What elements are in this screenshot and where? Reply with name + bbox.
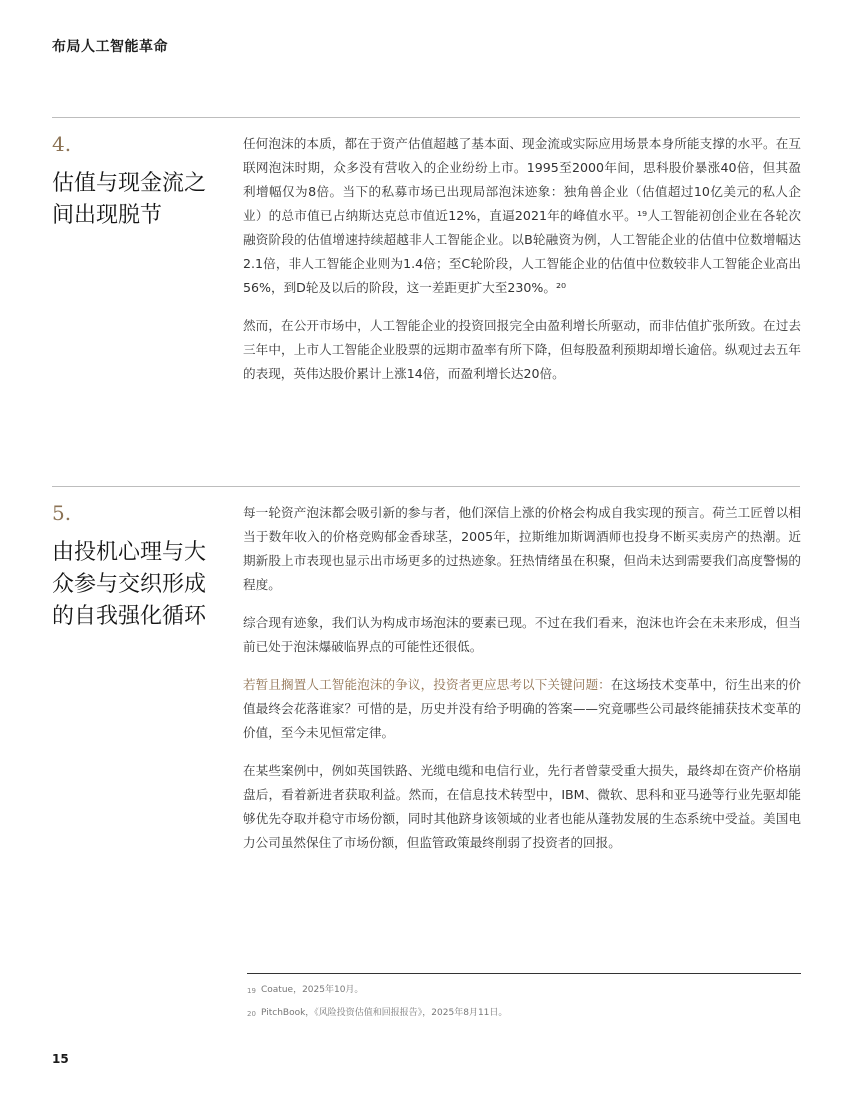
footnotes [247,973,801,1020]
running-title: 布局人工智能革命 [52,39,168,55]
section-body [243,132,801,400]
footnote-number: 19 [247,987,256,995]
section-number: 4. [52,132,72,156]
section-5 [52,486,800,937]
footnote-text: PitchBook，《风险投资估值和回报报告》，2025年8月11日。 [261,1008,508,1018]
section-number: 5. [52,501,72,525]
paragraph: 在某些案例中，例如英国铁路、光缆电缆和电信行业，先行者曾蒙受重大损失，最终却在资产价格崩盘后，看着新进者获取利益。然而，在信息技术转型中，IBM、微软、思科和亚马逊等行业先驱却能够优先夺取并稳守市场份额，同时其他跻身该领域的业者也能从蓬勃发展的生态系统中受益。美国电力公司虽然保住了市场份额，但监管政策最终削弱了投资者的回报。 [243,763,801,850]
footnote-number: 20 [247,1010,256,1018]
paragraph: 每一轮资产泡沫都会吸引新的参与者，他们深信上涨的价格会构成自我实现的预言。荷兰工匠曾以相当于数年收入的价格竞购郁金香球茎，2005年，拉斯维加斯调酒师也投身不断买卖房产的热潮。近期新股上市表现也显示出市场更多的过热迹象。狂热情绪虽在积聚，但尚未达到需要我们高度警惕的程度。 [243,505,801,592]
paragraph-text: 在这场技术变革中，衍生出来的价值最终会花落谁家？可惜的是，历史并没有给予明确的答案——究竟哪些公司最终能捕获技术变革的价值，至今未见恒常定律。 [243,677,802,740]
paragraph: 综合现有迹象，我们认为构成市场泡沫的要素已现。不过在我们看来，泡沫也许会在未来形成，但当前已处于泡沫爆破临界点的可能性还很低。 [243,615,801,654]
section-title: 估值与现金流之间出现脱节 [52,171,207,228]
footnote [247,1007,801,1020]
footnote [247,984,801,997]
section-4 [52,117,800,448]
section-body [243,501,801,869]
paragraph: 任何泡沫的本质，都在于资产估值超越了基本面、现金流或实际应用场景本身所能支撑的水平。在互联网泡沫时期，众多没有营收入的企业纷纷上市。1995至2000年间，思科股价暴涨40倍，但其盈利增幅仅为8倍。当下的私募市场已出现局部泡沫迹象：独角兽企业（估值超过10亿美元的私人企业）的总市值已占纳斯达克总市值近12%，直逼2021年的峰值水平。¹⁹人工智能初创企业在各轮次融资阶段的估值增速持续超越非人工智能企业。以B轮融资为例，人工智能企业的估值中位数增幅达2.1倍，非人工智能企业则为1.4倍；至C轮阶段，人工智能企业的估值中位数较非人工智能企业高出56%，到D轮及以后的阶段，这一差距更扩大至230%。²⁰ [243,136,801,295]
footnote-text: Coatue，2025年10月。 [261,985,364,995]
page-number: 15 [52,1052,69,1066]
paragraph-with-lead [243,673,801,745]
section-title: 由投机心理与大众参与交织形成的自我强化循环 [52,540,207,629]
paragraph: 然而，在公开市场中，人工智能企业的投资回报完全由盈利增长所驱动，而非估值扩张所致。在过去三年中，上市人工智能企业股票的远期市盈率有所下降，但每股盈利预期却增长逾倍。纵观过去五年的表现，英伟达股价累计上涨14倍，而盈利增长达20倍。 [243,318,801,381]
paragraph-lead: 若暂且搁置人工智能泡沫的争议，投资者更应思考以下关键问题： [243,677,611,692]
